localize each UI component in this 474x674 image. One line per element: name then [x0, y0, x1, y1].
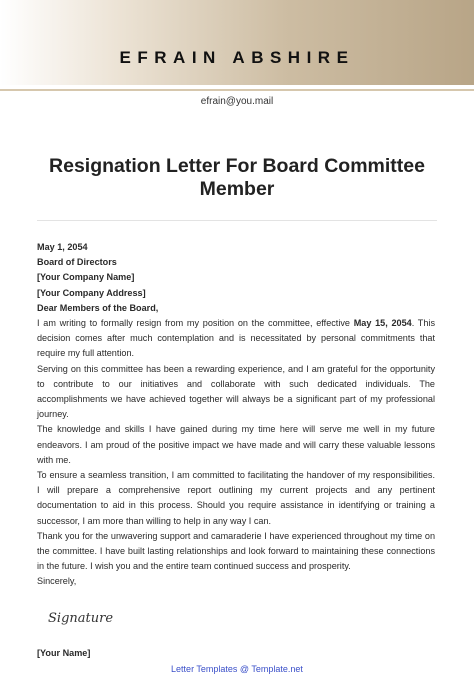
letter-date: May 1, 2054 [37, 242, 88, 252]
sender-email: efrain@you.mail [200, 96, 274, 107]
footer-link[interactable]: Letter Templates @ Template.net [171, 664, 303, 674]
closing: Sincerely, [37, 576, 77, 587]
header-divider [0, 89, 474, 91]
effective-date: May 15, 2054 [353, 318, 412, 329]
signature: Signature [48, 611, 114, 626]
document-title: Resignation Letter For Board Committee Member [49, 155, 425, 200]
paragraph-1-start: I am writing to formally resign from my position on the committee, effective [37, 318, 354, 329]
paragraph-3: The knowledge and skills I have gained during my time here will serve me well in my future endeavors. I am proud of the positive impact we have made and will carry these valuable lessons with me. [37, 424, 435, 465]
title-divider [37, 220, 437, 221]
paragraph-5: Thank you for the unwavering support and camaraderie I have experienced throughout my time on the committee. I have built lasting relationships and look forward to maintaining these connections in the future. I wish you and the entire team continued success and prosperity. [37, 530, 435, 572]
recipient: Board of Directors [37, 257, 117, 268]
paragraph-4: To ensure a seamless transition, I am committed to facilitating the handover of my responsibilities. I will prepare a comprehensive report outlining my current projects and any pertinent documentation to aid in this process. Should you require assistance in identifying or training a successor, I am more than willing to help in any way I can. [37, 470, 435, 526]
paragraph-1-end: . This decision comes after much contemplation and is necessitated by personal commitments that require my full attention. [37, 318, 435, 359]
paragraph-1 [37, 316, 435, 362]
company-name: [Your Company Name] [37, 272, 135, 283]
header-banner [0, 0, 474, 85]
sender-name: EFRAIN ABSHIRE [119, 48, 355, 67]
salutation: Dear Members of the Board, [37, 302, 159, 313]
company-address: [Your Company Address] [37, 287, 146, 298]
signer-name: [Your Name] [37, 648, 91, 658]
paragraph-2: Serving on this committee has been a rewarding experience, and I am grateful for the opportunity to contribute to our initiatives and collaborate with such dedicated individuals. The accomplishments we have achieved together will always be a significant part of my professional journey. [37, 363, 435, 420]
letter-body [37, 240, 435, 590]
